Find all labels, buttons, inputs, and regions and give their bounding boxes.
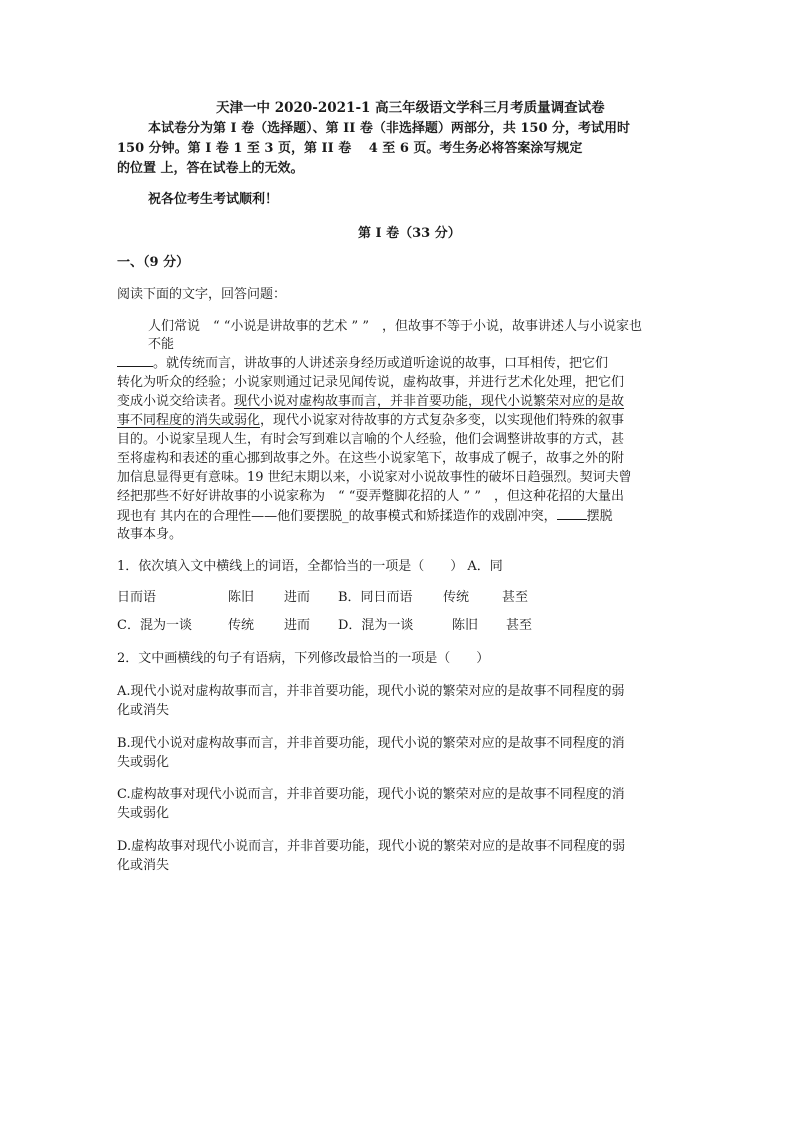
- intro-line-1: 本试卷分为第 I 卷（选择题）、第 II 卷（非选择题）两部分，共 150 分，考试用时: [148, 121, 631, 136]
- passage-line: 。就传统而言，讲故事的人讲述亲身经历或道听途说的故事，口耳相传，把它们: [117, 354, 608, 373]
- passage-line: 经把那些不好好讲故事的小说家称为 “ “耍弄蹩脚花招的人 ” ” ，但这种花招的大量出: [117, 489, 624, 504]
- passage-line: 至将虚构和表述的重心挪到故事之外。在这些小说家笔下，故事成了幌子，故事之外的附: [117, 451, 625, 466]
- fill-blank-1: [117, 354, 153, 367]
- passage-line: 变成小说交给读者。现代小说对虚构故事而言，并非首要功能，现代小说繁荣对应的是故: [117, 394, 625, 409]
- reading-instruction: 阅读下面的文字，回答问题：: [117, 287, 287, 302]
- question-2-option-b: B.现代小说对虚构故事而言，并非首要功能，现代小说的繁荣对应的是故事不同程度的消: [117, 736, 625, 751]
- question-2-option-c: C.虚构故事对现代小说而言，并非首要功能，现代小说的繁荣对应的是故事不同程度的消: [117, 787, 625, 802]
- option-word: 陈旧: [228, 590, 255, 605]
- question-2-option-a: A.现代小说对虚构故事而言，并非首要功能，现代小说的繁荣对应的是故事不同程度的弱: [117, 684, 625, 699]
- fill-blank-3: [557, 507, 587, 520]
- option-b: B．同日而语: [338, 590, 413, 605]
- underlined-sentence-end: 事不同程度的消失或弱化: [117, 413, 261, 428]
- intro-line-3: 的位置 上，答在试卷上的无效。: [117, 161, 304, 176]
- passage-line: 加信息显得更有意味。19 世纪末期以来，小说家对小说故事性的破坏日趋强烈。契诃夫曾: [117, 470, 632, 485]
- underlined-sentence: 现代小说对虚构故事而言，并非首要功能，现代小说繁荣对应的是故: [234, 394, 625, 409]
- question-2-option-d-cont: 化或消失: [117, 858, 170, 873]
- option-word: 进而: [284, 618, 311, 633]
- passage-line: 事不同程度的消失或弱化，现代小说家对待故事的方式复杂多变，以实现他们特殊的叙事: [117, 413, 625, 428]
- part-heading: 一、（9 分）: [117, 255, 190, 270]
- passage-line: 不能: [148, 337, 175, 352]
- exam-title: 天津一中 2020-2021-1 高三年级语文学科三月考质量调查试卷: [216, 100, 605, 116]
- option-d: D．混为一谈: [338, 618, 414, 633]
- wish-text: 祝各位考生考试顺利！: [148, 192, 279, 207]
- question-2-option-a-cont: 化或消失: [117, 703, 170, 718]
- question-1-stem: 1．依次填入文中横线上的词语，全都恰当的一项是（ ） A．同: [117, 559, 503, 574]
- option-word: 甚至: [502, 590, 529, 605]
- question-2-stem: 2．文中画横线的句子有语病，下列修改最恰当的一项是（ ）: [117, 651, 490, 666]
- passage-line: 现也有 其内在的合理性——他们要摆脱_的故事模式和矫揉造作的戏剧冲突， 摆脱: [117, 509, 613, 524]
- passage-line: 故事本身。: [117, 527, 183, 542]
- option-word: 传统: [443, 590, 470, 605]
- section-title: 第 I 卷（33 分）: [358, 226, 461, 241]
- option-word: 陈旧: [452, 618, 479, 633]
- intro-line-2: 150 分钟。第 I 卷 1 至 3 页，第 II 卷 4 至 6 页。考生务必将答案涂写规定: [117, 141, 583, 156]
- passage-line: 人们常说 “ “小说是讲故事的艺术 ” ” ，但故事不等于小说，故事讲述人与小说家也: [148, 319, 642, 334]
- question-2-option-d: D.虚构故事对现代小说而言，并非首要功能，现代小说的繁荣对应的是故事不同程度的弱: [117, 839, 626, 854]
- option-c: C．混为一谈: [117, 618, 192, 633]
- question-2-option-b-cont: 失或弱化: [117, 755, 170, 770]
- option-word: 甚至: [506, 618, 533, 633]
- option-word: 传统: [228, 618, 255, 633]
- question-1-options-row: 日而语: [117, 590, 157, 605]
- passage-line: 转化为听众的经验；小说家则通过记录见闻传说，虚构故事，并进行艺术化处理，把它们: [117, 375, 625, 390]
- question-2-option-c-cont: 失或弱化: [117, 806, 170, 821]
- option-word: 进而: [284, 590, 311, 605]
- passage-line: 目的。小说家呈现人生，有时会写到难以言喻的个人经验，他们会调整讲故事的方式，甚: [117, 432, 625, 447]
